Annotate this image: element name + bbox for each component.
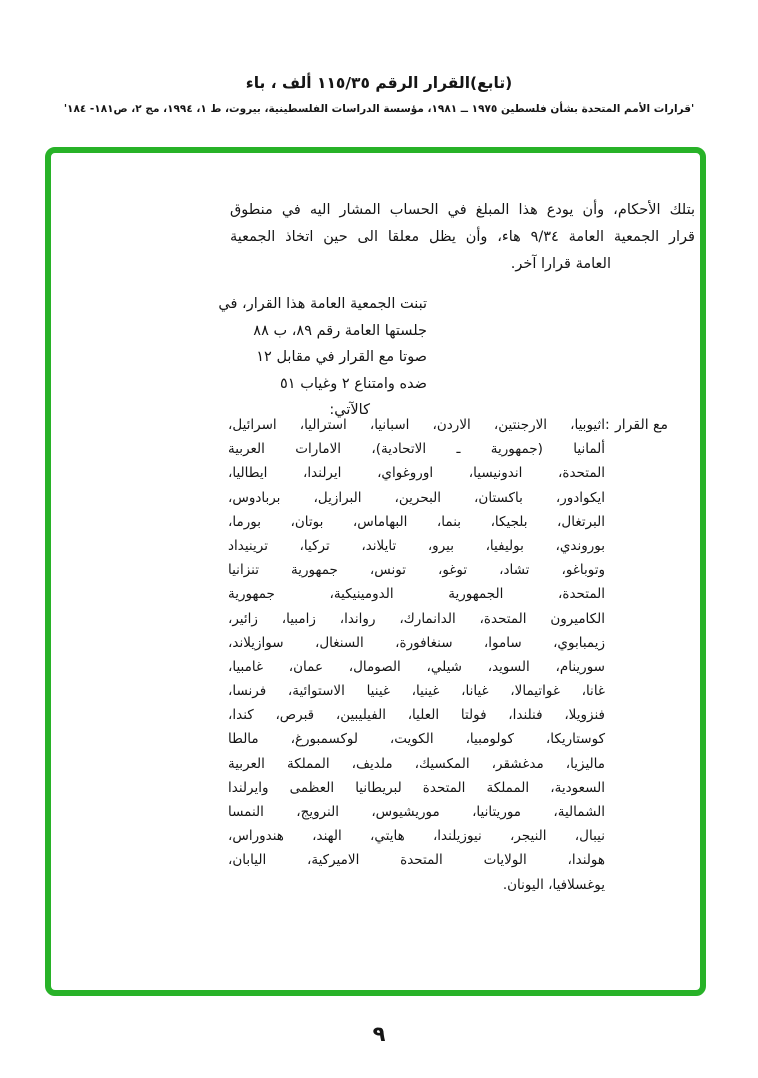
vote-label-colon: : xyxy=(605,417,610,433)
country-list-line: هولندا، الولايات المتحدة الاميركية، اليابان، xyxy=(228,852,605,869)
country-list-line: الشمالية، موريتانيا، موريشيوس، النرويج، النمسا xyxy=(228,804,605,820)
adoption-paragraph-line: ضده وامتناع ٢ وغياب ٥١ xyxy=(280,375,427,392)
resolution-paragraph-line: بتلك الأحكام، وأن يودع هذا المبلغ في الحساب المشار اليه في منطوق xyxy=(230,202,695,218)
adoption-paragraph-line: تبنت الجمعية العامة هذا القرار، في xyxy=(218,296,427,312)
country-list-line: السعودية، المملكة المتحدة لبريطانيا العظمى وايرلندا xyxy=(228,779,605,796)
adoption-paragraph-line: جلستها العامة رقم ٨٩، ب ٨٨ xyxy=(253,322,427,339)
country-list-line: نيبال، النيجر، نيوزيلندا، هايتي، الهند، هندوراس، xyxy=(228,828,605,845)
country-list-line: غانا، غواتيمالا، غيانا، غينيا، غينيا الاستوائية، فرنسا، xyxy=(228,683,605,700)
country-list-line: ايكوادور، باكستان، البحرين، البرازيل، بربادوس، xyxy=(228,489,605,506)
country-list-line: وتوباغو، تشاد، توغو، تونس، جمهورية تنزانيا xyxy=(228,562,605,579)
page-number: ٩ xyxy=(372,1022,386,1046)
adoption-paragraph xyxy=(218,291,427,424)
vote-label-text: مع القرار xyxy=(614,417,668,433)
resolution-paragraph-line: قرار الجمعية العامة ٩/٣٤ هاء، وأن يظل معلقا الى حين اتخاذ الجمعية xyxy=(230,229,695,245)
country-list-line: يوغسلافيا، اليونان. xyxy=(502,876,605,893)
country-list-line: المتحدة، الجمهورية الدومينيكية، جمهورية xyxy=(228,586,605,603)
country-list-line: فنزويلا، فنلندا، فولتا العليا، الفيليبين، قبرص، كندا، xyxy=(228,707,605,724)
country-list-line: المتحدة، اندونيسيا، اوروغواي، ايرلندا، ايطاليا، xyxy=(228,465,605,482)
country-list-line: اثيوبيا، الارجنتين، الاردن، اسبانيا، استراليا، اسرائيل، xyxy=(228,417,605,433)
vote-list-block xyxy=(228,413,668,897)
country-list-line: سورينام، السويد، شيلي، الصومال، عمان، غامبيا، xyxy=(228,658,605,675)
country-list-line: البرتغال، بلجيكا، بنما، البهاماس، بوتان، بورما، xyxy=(228,513,605,530)
adoption-paragraph-line: كالآتي: xyxy=(329,402,370,418)
document-title: (تابع)القرار الرقم ١١٥/٣٥ ألف ، باء xyxy=(245,74,513,92)
country-list-line: ألمانيا (جمهورية ـ الاتحادية)، الامارات العربية xyxy=(228,441,605,458)
vote-label xyxy=(605,413,668,437)
country-list-line: زيمبابوي، ساموا، سنغافورة، السنغال، سوازيلاند، xyxy=(228,634,605,651)
country-list-line: كوستاريكا، كولومبيا، الكويت، لوكسمبورغ، مالطا xyxy=(228,731,605,748)
country-list xyxy=(228,413,605,897)
resolution-paragraph-line: العامة قرارا آخر. xyxy=(510,256,611,272)
adoption-paragraph-line: صوتا مع القرار في مقابل ١٢ xyxy=(256,349,427,365)
country-list-line: ماليزيا، مدغشقر، المكسيك، ملديف، المملكة العربية xyxy=(228,755,605,772)
resolution-paragraph xyxy=(230,197,695,278)
country-list-line: بوروندي، بوليفيا، بيرو، تايلاند، تركيا، ترينيداد xyxy=(228,537,605,554)
citation-line: 'قرارات الأمم المتحدة بشأن فلسطين ١٩٧٥ ــ ١٩٨١، مؤسسة الدراسات الفلسطينية، بيروت، ط ١، ١٩٩٤، مج ٢، ص١٨١- ١٨٤' xyxy=(63,103,695,115)
country-list-line: الكاميرون المتحدة، الدانمارك، رواندا، زامبيا، زائير، xyxy=(228,610,605,627)
